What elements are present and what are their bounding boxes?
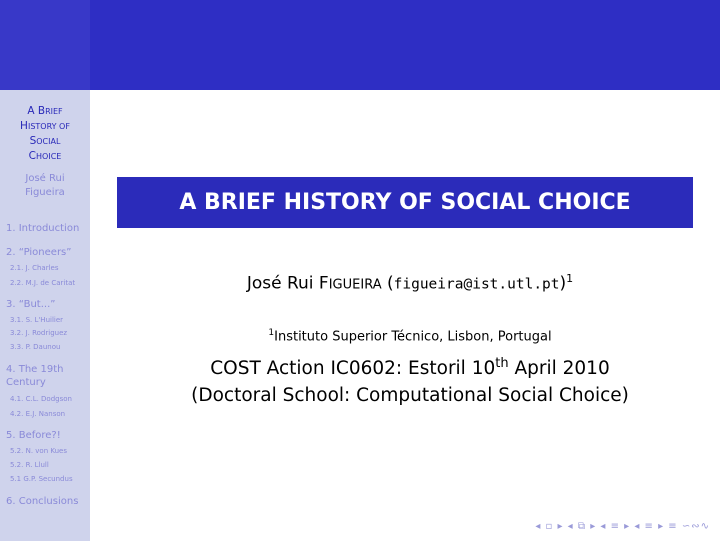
sidebar-nav-but[interactable]: 3. “But...” xyxy=(6,299,56,310)
sidebar xyxy=(0,90,90,541)
sidebar-nav-charles[interactable]: 2.1. J. Charles xyxy=(10,264,59,272)
author-line: José Rui FIGUEIRA (figueira@ist.utl.pt)$^1$ xyxy=(246,272,574,294)
sidebar-author[interactable]: José Rui Figueira xyxy=(25,173,65,198)
author-name-smallcaps: IGUEIRA xyxy=(328,277,382,293)
sidebar-nav-nanson[interactable]: 4.2. E.J. Nanson xyxy=(10,410,66,418)
sidebar-nav-introduction[interactable]: 1. Introduction xyxy=(6,223,80,234)
sidebar-nav-daunou[interactable]: 3.3. P. Daunou xyxy=(10,343,61,351)
sidebar-nav-before[interactable]: 5. Before?! xyxy=(6,430,61,441)
event-subtitle: (Doctoral School: Computational Social Choice) xyxy=(191,385,629,406)
sidebar-nav-19th-century[interactable]: 4. The 19th Century xyxy=(6,364,64,388)
header-bar xyxy=(0,0,720,90)
sidebar-nav-lhuilier[interactable]: 3.1. S. L'Huilier xyxy=(10,316,64,324)
sidebar-nav-rodriguez[interactable]: 3.2. J. Rodriguez xyxy=(10,329,68,337)
event-line: COST Action IC0602: Estoril 10th April 2010 xyxy=(210,356,610,380)
sidebar-nav-caritat[interactable]: 2.2. M.J. de Caritat xyxy=(10,279,76,287)
sidebar-nav-llull[interactable]: 5.2. R. Llull xyxy=(10,461,49,469)
sidebar-nav-secundus[interactable]: 5.1 G.P. Secundus xyxy=(10,475,73,483)
sidebar-title[interactable]: A BRIEF HISTORY OF SOCIAL CHOICE xyxy=(20,105,70,162)
beamer-navigation-icons[interactable]: ◂ ▫ ▸ ◂ ⧉ ▸ ◂ ≡ ▸ ◂ ≡ ▸ ≡ ∽∾∿ xyxy=(535,521,710,532)
sidebar-nav-conclusions[interactable]: 6. Conclusions xyxy=(6,496,79,507)
author-email: figueira@ist.utl.pt xyxy=(393,276,560,293)
header-corner xyxy=(0,0,90,90)
slide-title: A BRIEF HISTORY OF SOCIAL CHOICE xyxy=(117,177,693,228)
author-name: José Rui F xyxy=(246,273,329,294)
sidebar-nav-pioneers[interactable]: 2. “Pioneers” xyxy=(6,247,72,258)
affiliation: $^1$Instituto Superior Técnico, Lisbon, Portugal xyxy=(268,328,552,345)
sidebar-nav-von-kues[interactable]: 5.2. N. von Kues xyxy=(10,447,67,455)
sidebar-nav-dodgson[interactable]: 4.1. C.L. Dodgson xyxy=(10,395,72,403)
